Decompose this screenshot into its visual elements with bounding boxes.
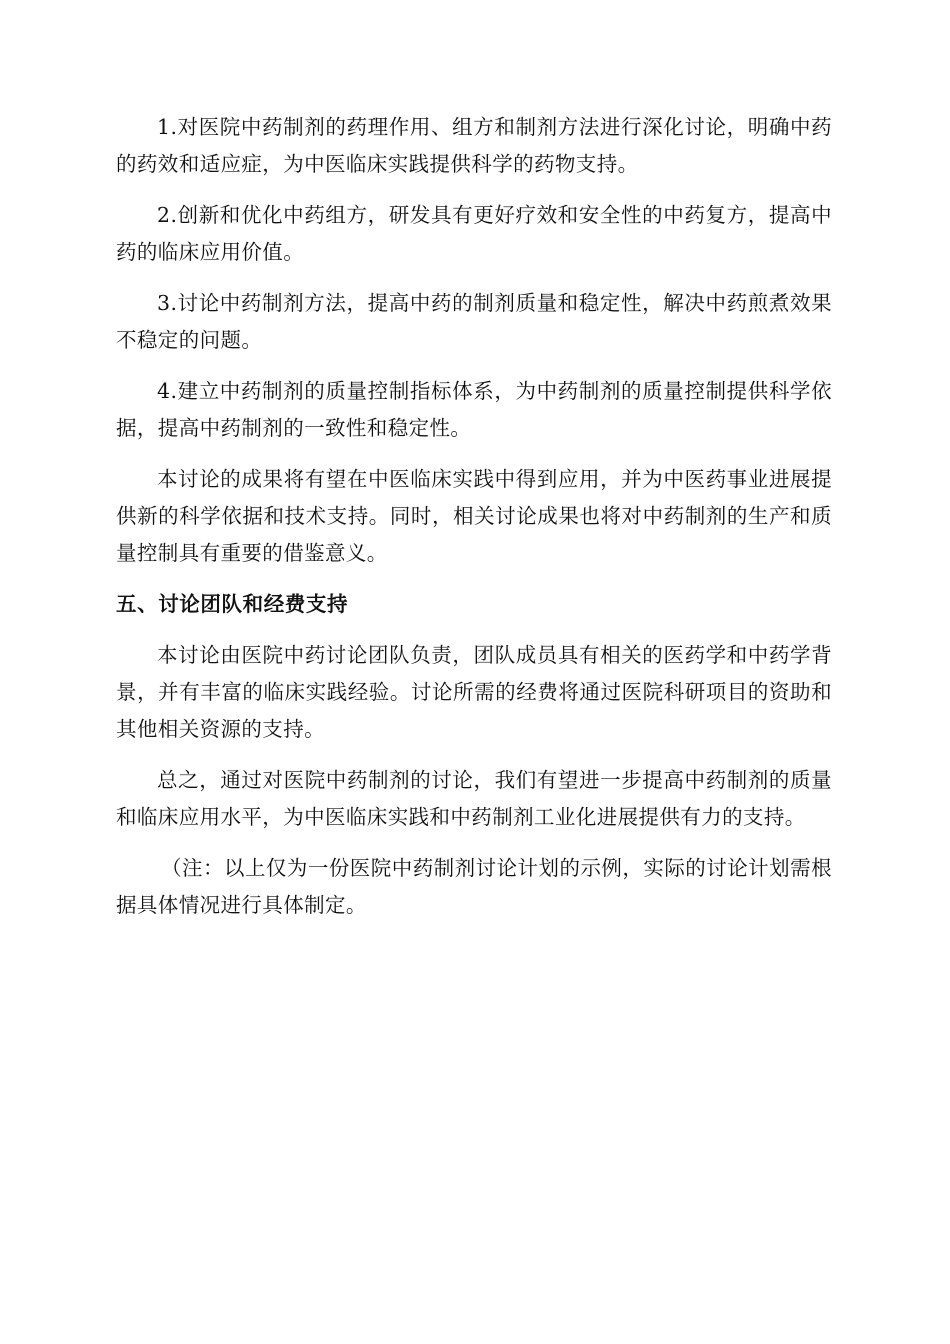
note-paragraph: （注：以上仅为一份医院中药制剂讨论计划的示例，实际的讨论计划需根据具体情况进行具体制定。 xyxy=(116,856,832,917)
list-item-2: 2.创新和优化中药组方，研发具有更好疗效和安全性的中药复方，提高中药的临床应用价值。 xyxy=(116,203,832,264)
team-funding-paragraph: 本讨论由医院中药讨论团队负责，团队成员具有相关的医药学和中药学背景，并有丰富的临床实践经验。讨论所需的经费将通过医院科研项目的资助和其他相关资源的支持。 xyxy=(116,643,832,741)
list-item-4: 4.建立中药制剂的质量控制指标体系，为中药制剂的质量控制提供科学依据，提高中药制剂的一致性和稳定性。 xyxy=(116,379,832,440)
document-page xyxy=(116,109,832,938)
conclusion-paragraph: 总之，通过对医院中药制剂的讨论，我们有望进一步提高中药制剂的质量和临床应用水平，为中医临床实践和中药制剂工业化进展提供有力的支持。 xyxy=(116,768,832,829)
section-heading-team-funding: 五、讨论团队和经费支持 xyxy=(116,592,349,616)
outcome-paragraph: 本讨论的成果将有望在中医临床实践中得到应用，并为中医药事业进展提供新的科学依据和技术支持。同时，相关讨论成果也将对中药制剂的生产和质量控制具有重要的借鉴意义。 xyxy=(116,467,832,565)
list-item-3: 3.讨论中药制剂方法，提高中药的制剂质量和稳定性，解决中药煎煮效果不稳定的问题。 xyxy=(116,291,832,352)
list-item-1: 1.对医院中药制剂的药理作用、组方和制剂方法进行深化讨论，明确中药的药效和适应症，为中医临床实践提供科学的药物支持。 xyxy=(116,115,832,176)
